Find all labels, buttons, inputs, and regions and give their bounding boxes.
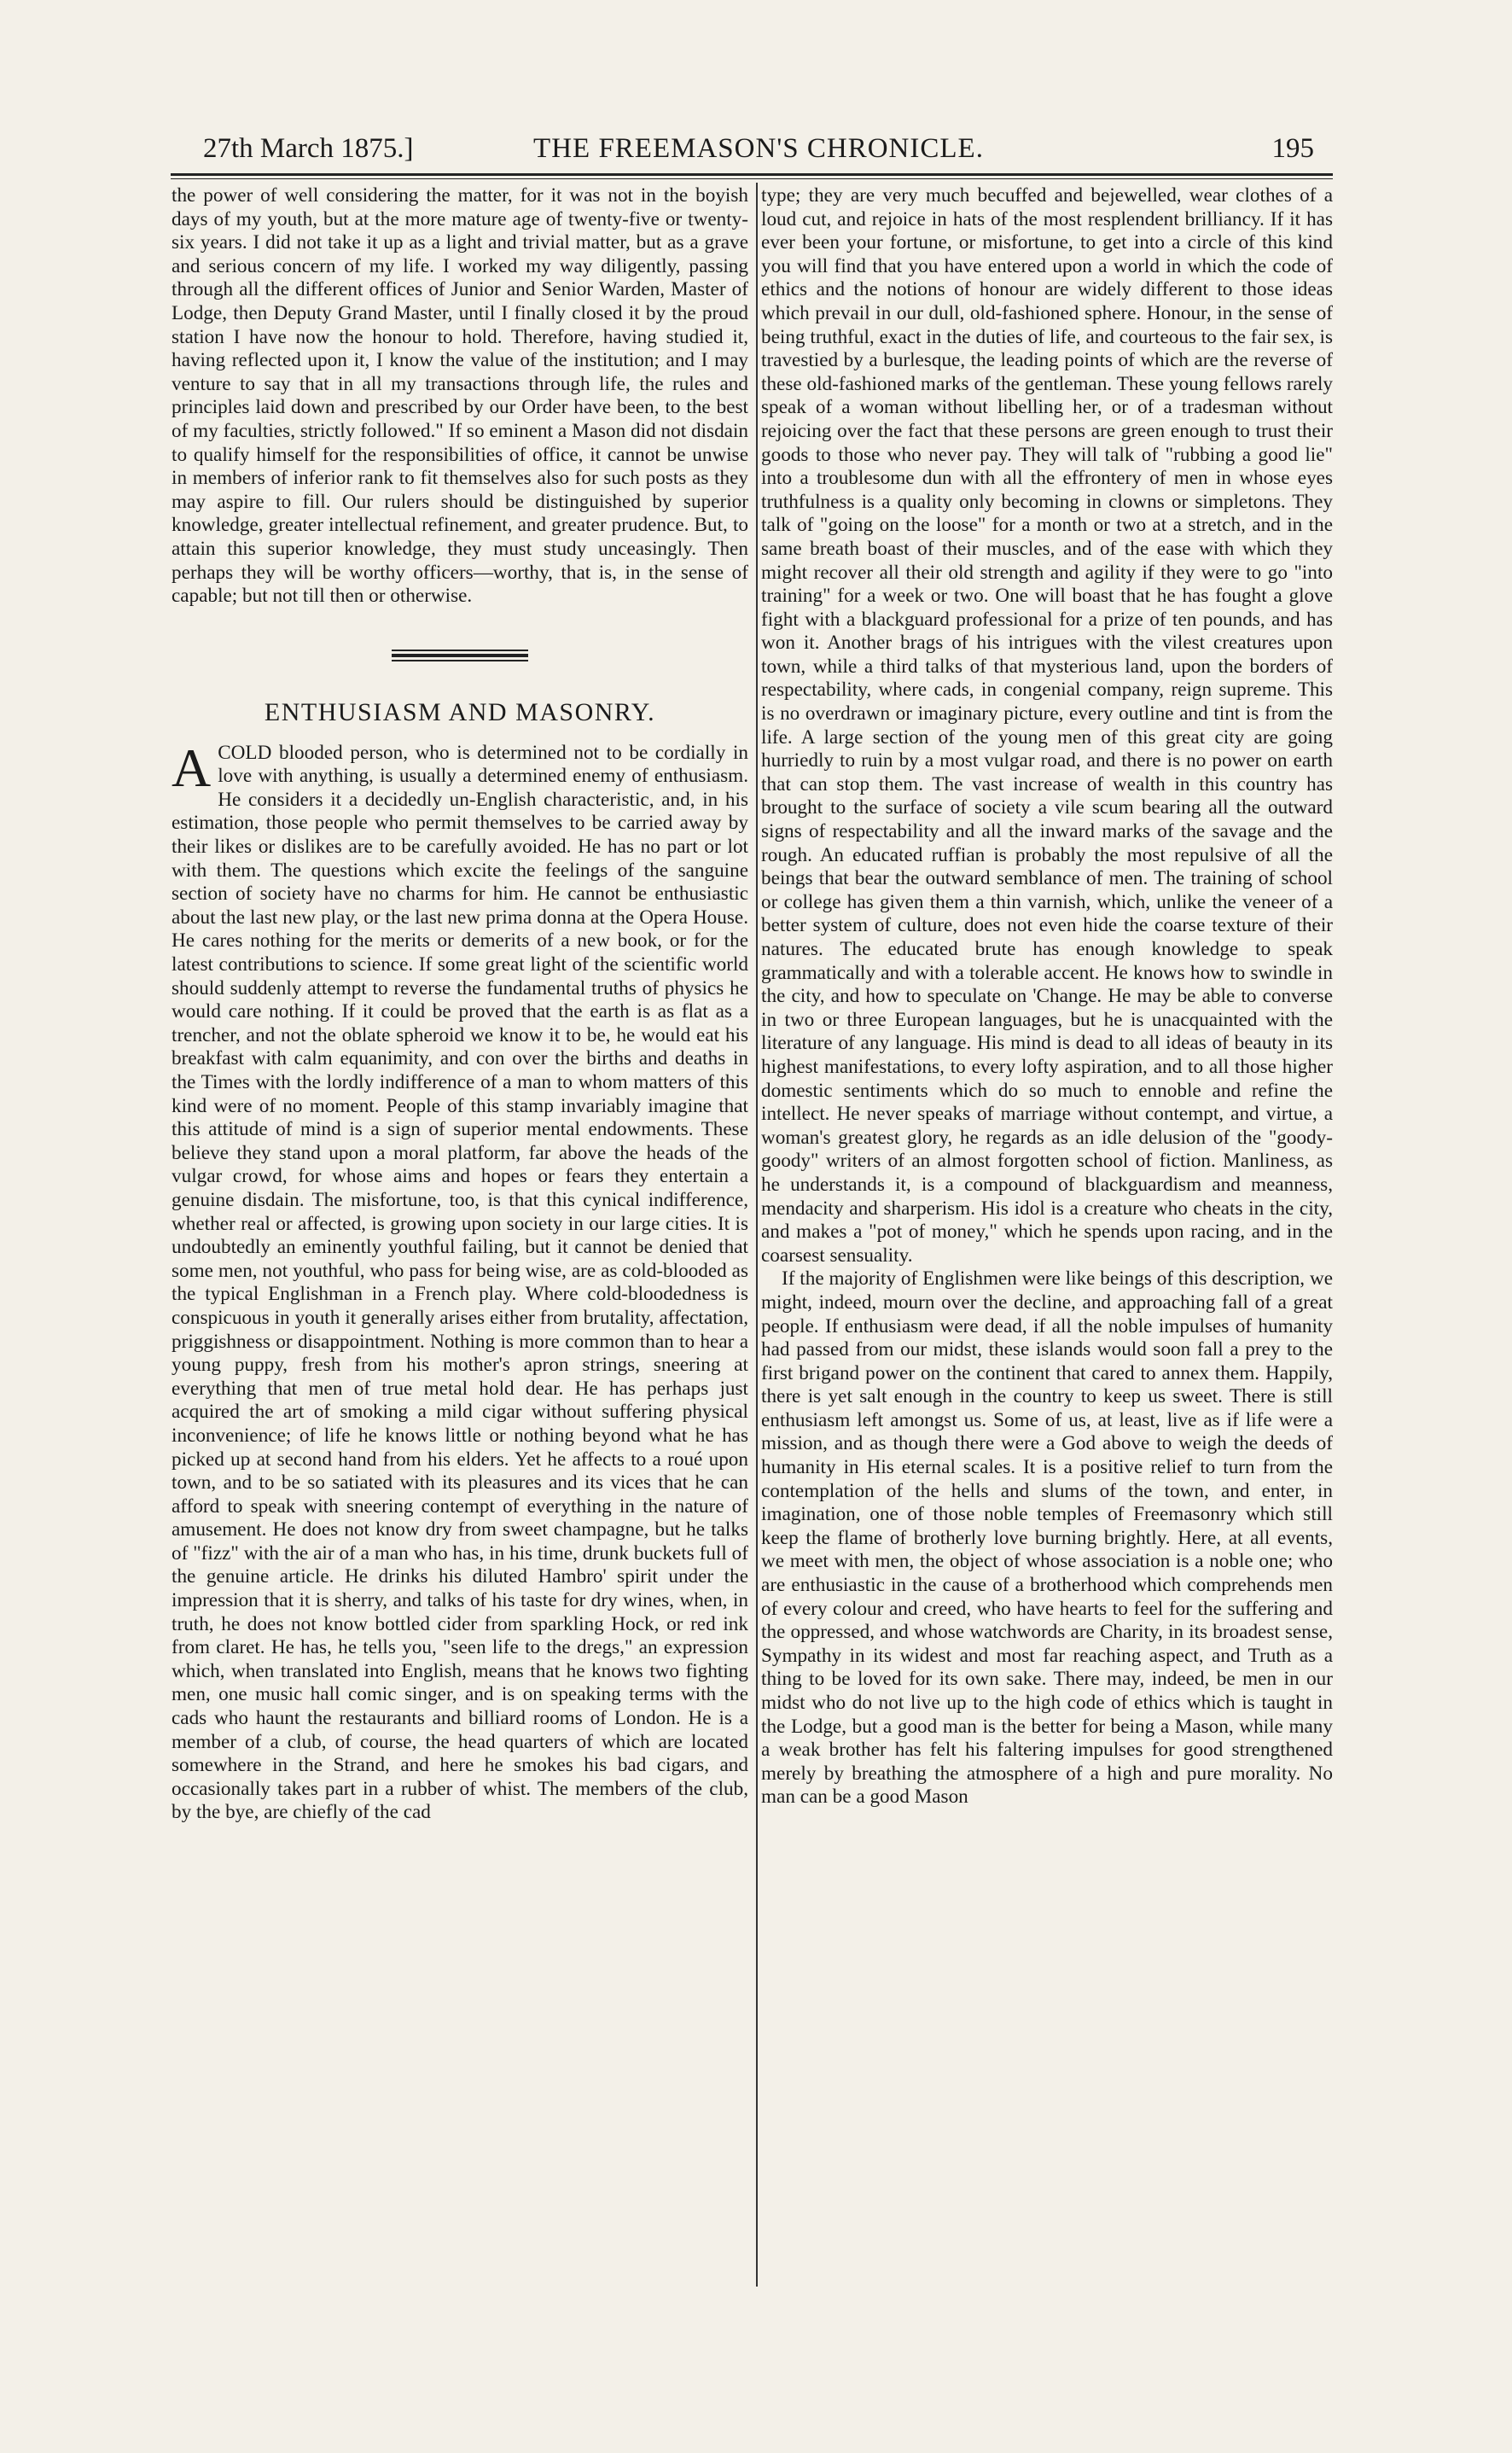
drop-cap: A [172,737,212,798]
right-column [761,184,1333,1809]
page-number: 195 [1271,133,1314,164]
article-title: ENTHUSIASM AND MASONRY. [264,697,656,726]
column-divider [756,183,758,2287]
article-paragraph-2: If the majority of Englishmen were like beings of this description, we might, indeed, mourn over the decline, and approaching fall of a great people. If enthusiasm were dead, if all the noble impulses of humanity had passed from our midst, these islands would soon fall a prey to the first brigand power on the continent that cared to annex them. Happily, there is yet salt enough in the country to keep us sweet. There is still enthusiasm left amongst us. Some of us, at least, live as if life were a mission, and as though there were a God above to weigh the deeds of humanity in His eternal scales. It is a positive relief to turn from the contemplation of the hells and slums of the town, and enter, in imagination, one of those noble temples of Freemasonry which still keep the flame of brotherly love burning brightly. Here, at all events, we meet with men, the object of whose association is a noble one; who are enthusiastic in the cause of a brotherhood which comprehends men of every colour and creed, who have hearts to feel for the suffering and the oppressed, and whose watchwords are Charity, in its broadest sense, Sympathy in its widest and most far reaching aspect, and Truth as a thing to be loved for its own sake. There may, indeed, be men in our midst who do not live up to the high code of ethics which is taught in the Lodge, but a good man is the better for being a Mason, while many a weak brother has felt his faltering impulses for good strengthened merely by breathing the atmosphere of a high and pure morality. No man can be a good Mason [761,1267,1333,1809]
article-first-paragraph [172,737,749,1825]
header-rule-thick [171,173,1333,176]
continued-article-text: the power of well considering the matter, for it was not in the boyish days of my youth, but at the more mature age of twenty-five or twenty-six years. I did not take it up as a light and trivial matter, but as a grave and serious concern of my life. I worked my way diligently, passing through all the different offices of Junior and Senior Warden, Master of Lodge, then Deputy Grand Master, until I finally closed it by the proud station I have now the honour to hold. Therefore, having studied it, having reflected upon it, I know the value of the institution; and I may venture to say that in all my transactions through life, the rules and principles laid down and prescribed by our Order have been, to the best of my faculties, strictly followed." If so eminent a Mason did not disdain to qualify himself for the responsibilities of office, it cannot be unwise in members of inferior rank to fit themselves also for such posts as they may aspire to fill. Our rulers should be distinguished by superior knowledge, greater intellectual refinement, and greater prudence. But, to attain this superior knowledge, they must study unceasingly. Then perhaps they will be worthy officers—worthy, that is, in the sense of capable; but not till then or otherwise. [172,184,748,608]
page-header [203,128,1314,169]
issue-date: 27th March 1875.] [203,133,414,164]
article-paragraph-1: blooded person, who is determined not to be cordially in love with anything, is usually a determined enemy of enthusiasm. He considers it a decidedly un-English characteristic, and, in his estimation, those people who permit themselves to be carried away by their likes or dislikes are to be carefully avoided. He has no part or lot with them. The questions which excite the feelings of the sanguine section of society have no charms for him. He cannot be enthusiastic about the last new play, or the last new prima donna at the Opera House. He cares nothing for the merits or demerits of a new book, or for the latest contributions to science. If some great light of the scientific world should suddenly attempt to reverse the fundamental truths of physics he would care nothing. If it could be proved that the earth is as flat as a trencher, and not the oblate spheroid we know it to be, he would eat his breakfast with calm equanimity, and con over the births and deaths in the Times with the lordly indifference of a man to whom matters of this kind were of no moment. People of this stamp invariably imagine that this attitude of mind is a sign of superior mental endowments. These believe they stand upon a moral platform, far above the heads of the vulgar crowd, for whose aims and hopes or fears they entertain a genuine disdain. The misfortune, too, is that this cynical indifference, whether real or affected, is growing upon society in our large cities. It is undoubtedly an eminently youthful failing, but it cannot be denied that some men, not youthful, who pass for being wise, are as cold-blooded as the typical Englishman in a French play. Where cold-bloodedness is conspicuous in youth it generally arises either from brutality, affectation, priggishness or disappointment. Nothing is more common than to hear a young puppy, fresh from his mother's apron strings, sneering at everything that men of true metal hold dear. He has perhaps just acquired the art of smoking a mild cigar without suffering physical inconvenience; of life he knows little or nothing beyond what he has picked up at second hand from his elders. Yet he affects to a roué upon town, and to be so satiated with its pleasures and its vices that he can afford to speak with sneering contempt of everything in the nature of amusement. He does not know dry from sweet champagne, but he talks of "fizz" with the air of a man who has, in his time, drunk buckets full of the genuine article. He drinks his diluted Hambro' spirit under the impression that it is sherry, and talks of his taste for dry wines, when, in truth, he does not know bottled cider from sparkling Hock, or red ink from claret. He has, he tells you, "seen life to the dregs," an expression which, when translated into English, means that he knows two fighting men, one music hall comic singer, and is on speaking terms with the cads who haunt the restaurants and billiard rooms of London. He is a member of a club, of course, the head quarters of which are located somewhere in the Strand, and here he smokes his bad cigars, and occasionally takes part in a rubber of whist. The members of the club, by the bye, are chiefly of the cad [172,741,749,1824]
left-column [172,184,748,1825]
header-rule-thin [171,178,1333,179]
article-paragraph-continued: type; they are very much becuffed and bejewelled, wear clothes of a loud cut, and rejoice in hats of the most resplendent brilliancy. If it has ever been your fortune, or misfortune, to get into a circle of this kind you will find that you have entered upon a world in which the code of ethics and the notions of honour are widely different to those ideas which prevail in our dull, old-fashioned sphere. Honour, in the sense of being truthful, exact in the duties of life, and courteous to the fair sex, is travestied by a burlesque, the leading points of which are the reverse of these old-fashioned marks of the gentleman. These young fellows rarely speak of a woman without libelling her, or of a tradesman without rejoicing over the fact that these persons are green enough to trust their goods to those who never pay. They will talk of "rubbing a good lie" into a troublesome dun with all the effrontery of men in whose eyes truthfulness is a quality only becoming in clowns or simpletons. They talk of "going on the loose" for a month or two at a stretch, and in the same breath boast of their muscles, and of the ease with which they might recover all their old strength and agility if they were to go "into training" for a week or two. One will boast that he has fought a glove fight with a blackguard professional for a prize of ten pounds, and has won it. Another brags of his intrigues with the vilest creatures upon town, while a third talks of that mysterious land, upon the borders of respectability, where cads, in congenial company, reign supreme. This is no overdrawn or imaginary picture, every outline and tint is from the life. A large section of the young men of this great city are going hurriedly to ruin by a most vulgar road, and there is no power on earth that can stop them. The vast increase of wealth in this country has brought to the surface of society a vile scum bearing all the outward signs of respectability and all the inward marks of the savage and the rough. An educated ruffian is probably the most repulsive of all the beings that bear the outward semblance of men. The training of school or college has given them a thin varnish, which, unlike the veneer of a better system of culture, does not even hide the coarse texture of their natures. The educated brute has enough knowledge to speak grammatically and with a tolerable accent. He knows how to swindle in the city, and how to speculate on 'Change. He may be able to converse in two or three European languages, but he is unacquainted with the literature of any language. His mind is dead to all ideas of beauty in its highest manifestations, to every lofty aspiration, and to all those higher domestic sentiments which do so much to ennoble and refine the intellect. He never speaks of marriage without contempt, and virtue, a woman's greatest glory, he regards as an idle delusion of the "goody-goody" writers of an almost forgotten school of fiction. Manliness, as he understands it, is a compound of blackguardism and meanness, mendacity and sharperism. His idol is a creature who cheats in the city, and makes a "pot of money," which he spends upon racing, and in the coarsest sensuality. [761,184,1333,1267]
publication-title: THE FREEMASON'S CHRONICLE. [533,133,984,164]
lead-word: COLD [218,741,272,764]
section-divider-ornament [392,650,528,661]
